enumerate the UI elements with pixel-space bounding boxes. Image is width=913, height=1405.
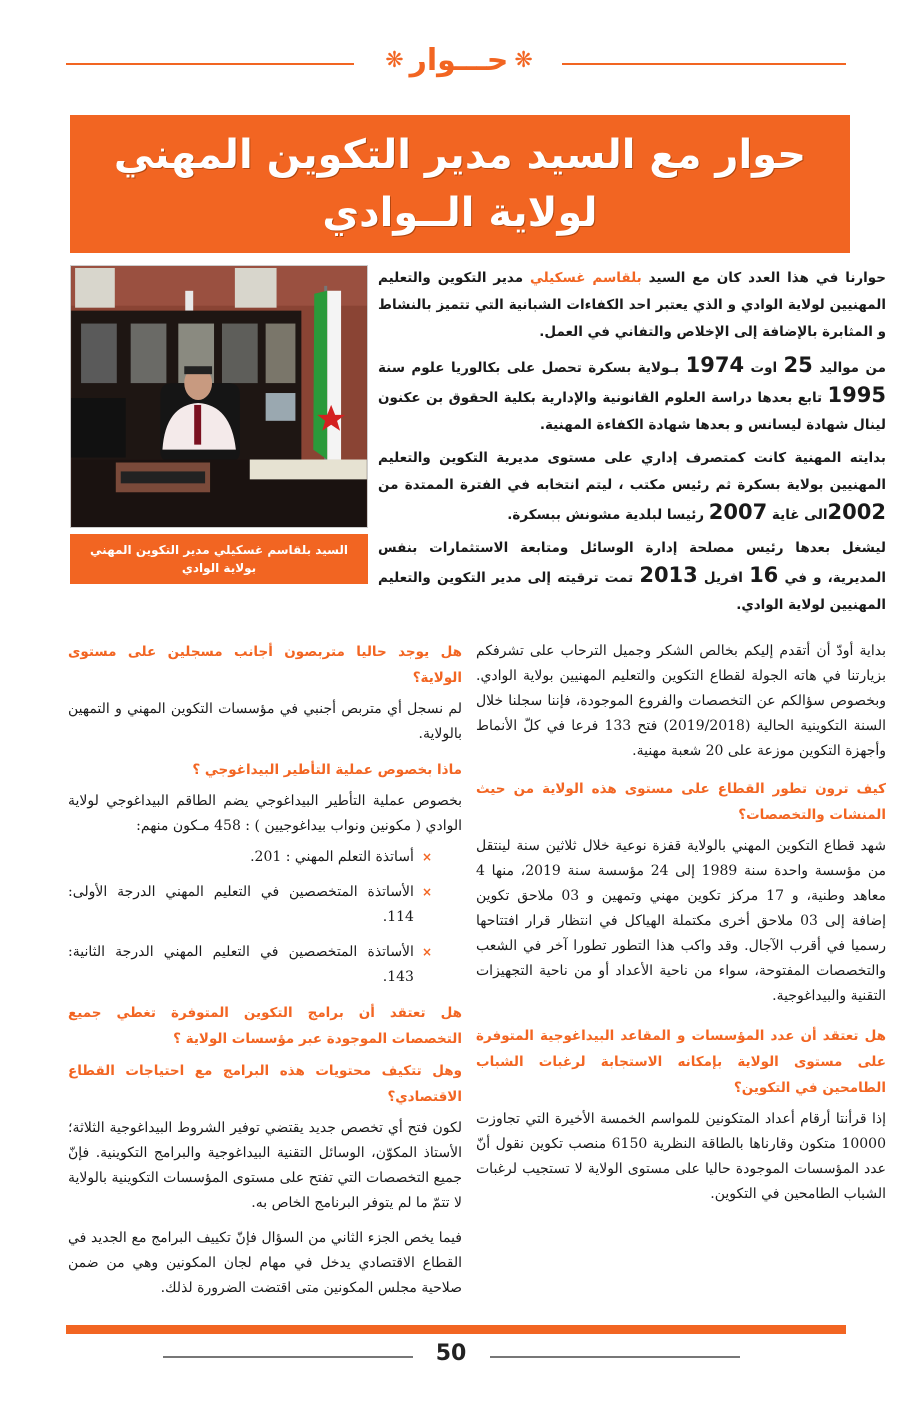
bullet-item xyxy=(68,880,432,930)
bac-year: 1995 xyxy=(827,383,886,407)
term-end-year: 2007 xyxy=(708,500,768,524)
intro-p2-b: اوت xyxy=(744,360,784,376)
page-footer xyxy=(0,1325,913,1385)
question-3: هل تعتقد أن عدد المؤسسات و المقاعد البيداغوجية المتوفرة على مستوى الولاية بإمكانه الاستجابة لرغبات الشباب الطامحين في التكوين؟ xyxy=(476,1028,886,1096)
intro-p4-b: افريل xyxy=(697,570,750,586)
bullet-text: الأساتذة المتخصصين في التعليم المهني الدرجة الأولى: 114. xyxy=(68,884,414,925)
question-5: ماذا بخصوص عملية التأطير البيداغوجي ؟ xyxy=(192,762,462,778)
bullet-x-icon: × xyxy=(421,885,432,899)
intro-p2-d: تابع بعدها دراسة العلوم القانونية والإدارية بكلية الحقوق بن عكنون لينال شهادة ليسانس و بعدها شهادة الكفاءة المهنية. xyxy=(378,390,886,433)
bullet-item xyxy=(68,845,432,870)
answer-1: بداية أودّ أن أتقدم إليكم بخالص الشكر وجميل الترحاب على تشرفكم بزيارتنا في هاته الجولة لقطاع التكوين والتعليم المهنيين بولاية الوادي. وبخصوص سؤالكم عن التخصصات والفروع الموجودة، فإننا سجلنا خلال السنة التكوينية الحالية (2019/2018) فتح 133 فرعا في كلّ الأنماط وأجهزة التكوين موزعة على 20 شعبة مهنية. xyxy=(476,643,886,759)
intro-p3-a: بدايته المهنية كانت كمتصرف إداري على مستوى مديرية التكوين والتعليم المهنيين بولاية بسكرة ثم رئيس مكتب ، ليتم انتخابه في الفترة الممتدة من xyxy=(378,450,886,493)
section-label: حـــوار xyxy=(409,42,509,78)
right-column xyxy=(476,639,886,1213)
footer-rule-right xyxy=(490,1356,740,1358)
photo-illustration xyxy=(71,266,367,527)
photo-column xyxy=(70,265,368,625)
photo-caption: السيد بلقاسم غسكيلي مدير التكوين المهني بولاية الوادي xyxy=(70,534,368,584)
bullet-text: الأساتذة المتخصصين في التعليم المهني الدرجة الثانية: 143. xyxy=(68,944,414,985)
answer-3: إذا قرأنتا أرقام أعداد المتكونين للمواسم الخمسة الأخيرة التي تجاوزت 10000 متكون وقارناها بالطاقة النظرية 6150 منصب تكوين نقول أنّ عدد المؤسسات الموجودة حاليا على مستوى الولاية لا تستجيب لرغبات الشباب الطامحين في التكوين. xyxy=(476,1111,886,1202)
bullet-item xyxy=(68,940,432,990)
promotion-year: 2013 xyxy=(639,563,698,587)
answer-6: لكون فتح أي تخصص جديد يقتضي توفير الشروط البيداغوجية الثلاثة؛ الأستاذ المكوّن، الوسائل التقنية البيداغوجية والبرامج التكوينية. فإنّ جميع التخصصات التي تفتح على مستوى المؤسسات التكوينية بالولاية لا تتمّ ما لم يتوفر البرنامج الخاص به. xyxy=(68,1120,462,1211)
footer-rule-left xyxy=(163,1356,413,1358)
answer-5: بخصوص عملية التأطير البيداغوجي يضم الطاقم البيداغوجي لولاية الوادي ( مكونين ونواب بيداغوجيين ) : 458 مـكون منهم: xyxy=(68,793,462,834)
title-line-1: حوار مع السيد مدير التكوين المهني xyxy=(113,132,807,178)
page-header xyxy=(0,0,913,100)
question-6: هل تعتقد أن برامج التكوين المتوفرة تغطي جميع التخصصات الموجودة عبر مؤسسات الولاية ؟ xyxy=(68,1005,462,1047)
footer-bar xyxy=(66,1325,846,1334)
bullet-x-icon: × xyxy=(421,945,432,959)
flourish-left-icon: ❋ xyxy=(385,47,404,73)
intro-paragraph-2 xyxy=(378,352,886,439)
intro-block xyxy=(378,265,886,625)
answer-7: فيما يخص الجزء الثاني من السؤال فإنّ تكييف البرامج مع الجديد في القطاع الاقتصادي يدخل في مهام لجان المكونين وهي من ضمن صلاحية مجلس المكونين متى اقتضت الضرورة لذلك. xyxy=(68,1230,462,1296)
title-banner xyxy=(70,115,850,253)
intro-p1-text-end: مدير التكوين والتعليم المهنيين لولاية الوادي و الذي يعتبر احد الكفاءات الشبانية التي تتميز بالنشاط و المثابرة بالإضافة إلى الإخلاص والتفاني في العمل. xyxy=(378,270,886,340)
header-rule-left xyxy=(66,63,354,65)
intro-paragraph-3 xyxy=(378,445,886,529)
answer-2: شهد قطاع التكوين المهني بالولاية قفزة نوعية خلال ثلاثين سنة لينتقل من مؤسسة واحدة سنة 1989 إلى 24 مؤسسة سنة 2019، منها 4 معاهد وطنية، و 17 مركز تكوين مهني وتمهين و 03 ملاحق تكوين إضافة إلى 03 ملاحق أخرى مكتملة الهياكل في انتظار قرار افتتاحها رسميا في أقرب الآجال. وقد واكب هذا التطور تطورا آخر في الشعب والتخصصات المفتوحة، سواء من ناحية الأعداد أو من ناحية التجهيزات التقنية والبيداغوجية. xyxy=(476,838,887,1004)
intro-p4-c: تمت ترقيته إلى مدير التكوين والتعليم المهنيين لولاية الوادي. xyxy=(378,570,886,613)
flourish-right-icon: ❋ xyxy=(514,47,533,73)
promotion-day: 16 xyxy=(749,563,779,587)
title-line-2: لولاية الــوادي xyxy=(322,190,598,236)
section-ornament xyxy=(368,28,550,92)
birth-year: 1974 xyxy=(685,353,745,377)
header-rule-right xyxy=(562,63,846,65)
question-4: هل يوجد حاليا متربصون أجانب مسجلين على مستوى الولاية؟ xyxy=(68,644,462,686)
intro-paragraph-1 xyxy=(378,265,886,346)
bullet-text: أساتذة التعلم المهني : 201. xyxy=(250,849,414,865)
intro-row xyxy=(70,265,886,625)
intro-p4-a: ليشغل بعدها رئيس مصلحة إدارة الوسائل ومتابعة الاستثمارات بنفس المديرية، و في xyxy=(378,540,887,586)
intro-p3-b: الى غاية xyxy=(767,507,828,523)
intro-paragraph-4 xyxy=(378,535,886,619)
intro-p2-c: بـولاية بسكرة تحصل على بكالوريا علوم سنة xyxy=(378,360,686,376)
left-column xyxy=(68,639,462,1307)
question-2: كيف ترون تطور القطاع على مستوى هذه الولاية من حيث المنشات والتخصصات؟ xyxy=(476,781,886,823)
answer-4: لم نسجل أي متربص أجنبي في مؤسسات التكوين المهني و التمهين بالولاية. xyxy=(68,701,462,742)
intro-p2-a: من مواليد xyxy=(812,360,886,376)
question-7: وهل تتكيف محتويات هذه البرامج مع احتياجات القطاع الاقتصادي؟ xyxy=(68,1063,462,1105)
birth-day: 25 xyxy=(783,353,813,377)
portrait-photo xyxy=(70,265,368,528)
interviewee-name: بلقاسم غسكيلي xyxy=(530,270,642,286)
bullet-x-icon: × xyxy=(421,850,432,864)
term-start-year: 2002 xyxy=(827,500,886,524)
page-number: 50 xyxy=(435,1341,467,1366)
intro-p1-text: حوارنا في هذا العدد كان مع السيد xyxy=(641,270,886,286)
interview-body xyxy=(68,639,886,1307)
intro-p3-c: رئيسا لبلدية مشونش ببسكرة. xyxy=(507,507,709,523)
